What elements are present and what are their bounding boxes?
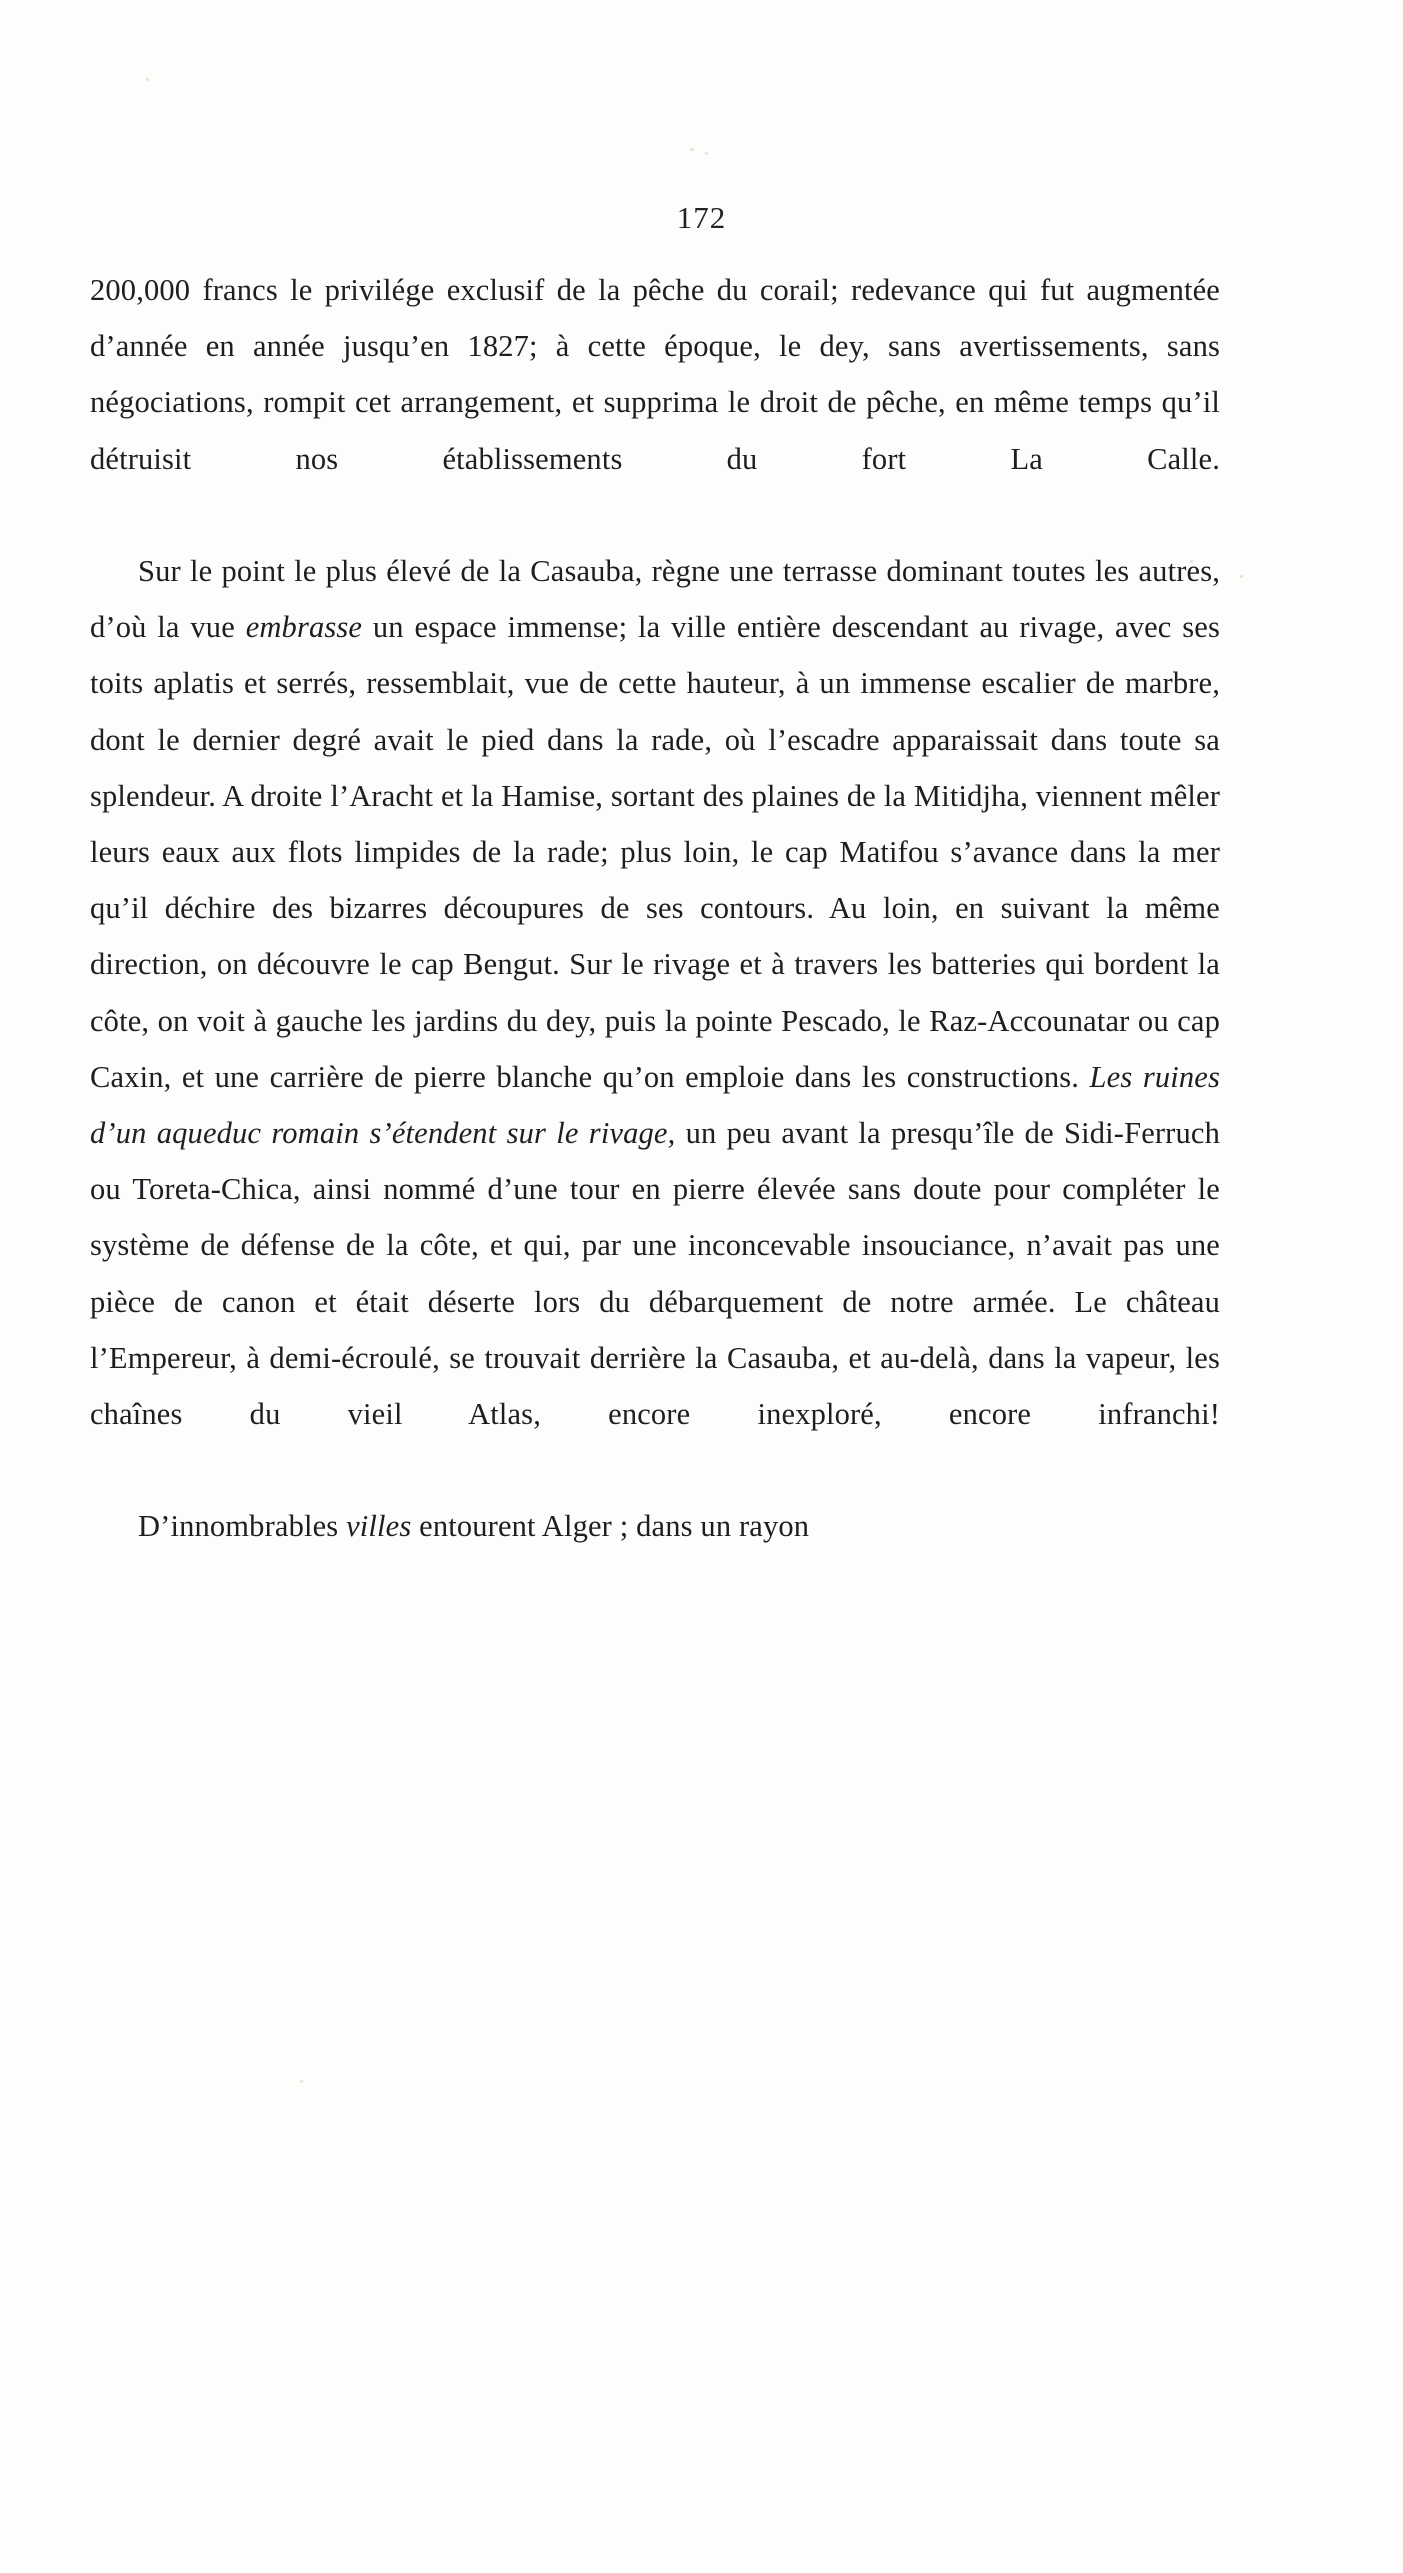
body-text — [90, 262, 1220, 1555]
paper-speck — [705, 152, 708, 155]
italic-run: embrasse — [245, 610, 363, 645]
paper-speck — [300, 2080, 303, 2083]
para-villes — [90, 1498, 1220, 1554]
italic-run: Les ruines d’un aqueduc romain s’étendent sur le rivage, — [90, 1059, 1220, 1151]
text-run: Sur le point le plus élevé de la Casauba, règne une terrasse dominant toutes les autres, d’où la vue — [90, 554, 1220, 645]
paper-speck — [1240, 575, 1243, 578]
italic-run: villes — [346, 1509, 412, 1544]
para-casauba — [90, 543, 1220, 1498]
paper-speck — [690, 148, 694, 151]
text-run: D’innombrables — [138, 1509, 347, 1544]
para-corail — [90, 262, 1220, 543]
page-number: 172 — [676, 200, 727, 235]
text-run: entourent Alger ; dans un rayon — [411, 1509, 810, 1544]
text-run: 200,000 francs le privilége exclusif de la pêche du corail; redevance qui fut augmentée d’année en année jusqu’en 1827; à cette époque, le dey, sans avertissements, sans négociations, rompit cet arrangement, et supprima le droit de pêche, en même temps qu’il détruisit nos établissements du fort La Calle. — [90, 273, 1220, 476]
text-run: un espace immense; la ville entière descendant au rivage, avec ses toits aplatis et serrés, ressemblait, vue de cette hauteur, à un immense escalier de marbre, dont le dernier degré avait le pied dans la rade, où l’escadre apparaissait dans toute sa splendeur. A droite l’Aracht et la Hamise, sortant des plaines de la Mitidjha, viennent mêler leurs eaux aux flots limpides de la rade; plus loin, le cap Matifou s’avance dans la mer qu’il déchire des bizarres découpures de ses contours. Au loin, en suivant la même direction, on découvre le cap Bengut. Sur le rivage et à travers les batteries qui bordent la côte, on voit à gauche les jardins du dey, puis la pointe Pescado, le Raz-Accounatar ou cap Caxin, et une carrière de pierre blanche qu’on emploie dans les constructions. — [90, 610, 1220, 1094]
paper-speck — [146, 78, 149, 81]
text-run: un peu avant la presqu’île de Sidi-Ferruch ou Toreta-Chica, ainsi nommé d’une tour en pierre élevée sans doute pour compléter le système de défense de la côte, et qui, par une inconcevable insouciance, n’avait pas une pièce de canon et était déserte lors du débarquement de notre armée. Le château l’Empereur, à demi-écroulé, se trouvait derrière la Casauba, et au-delà, dans la vapeur, les chaînes du vieil Atlas, encore inexploré, encore infranchi! — [90, 1116, 1220, 1432]
